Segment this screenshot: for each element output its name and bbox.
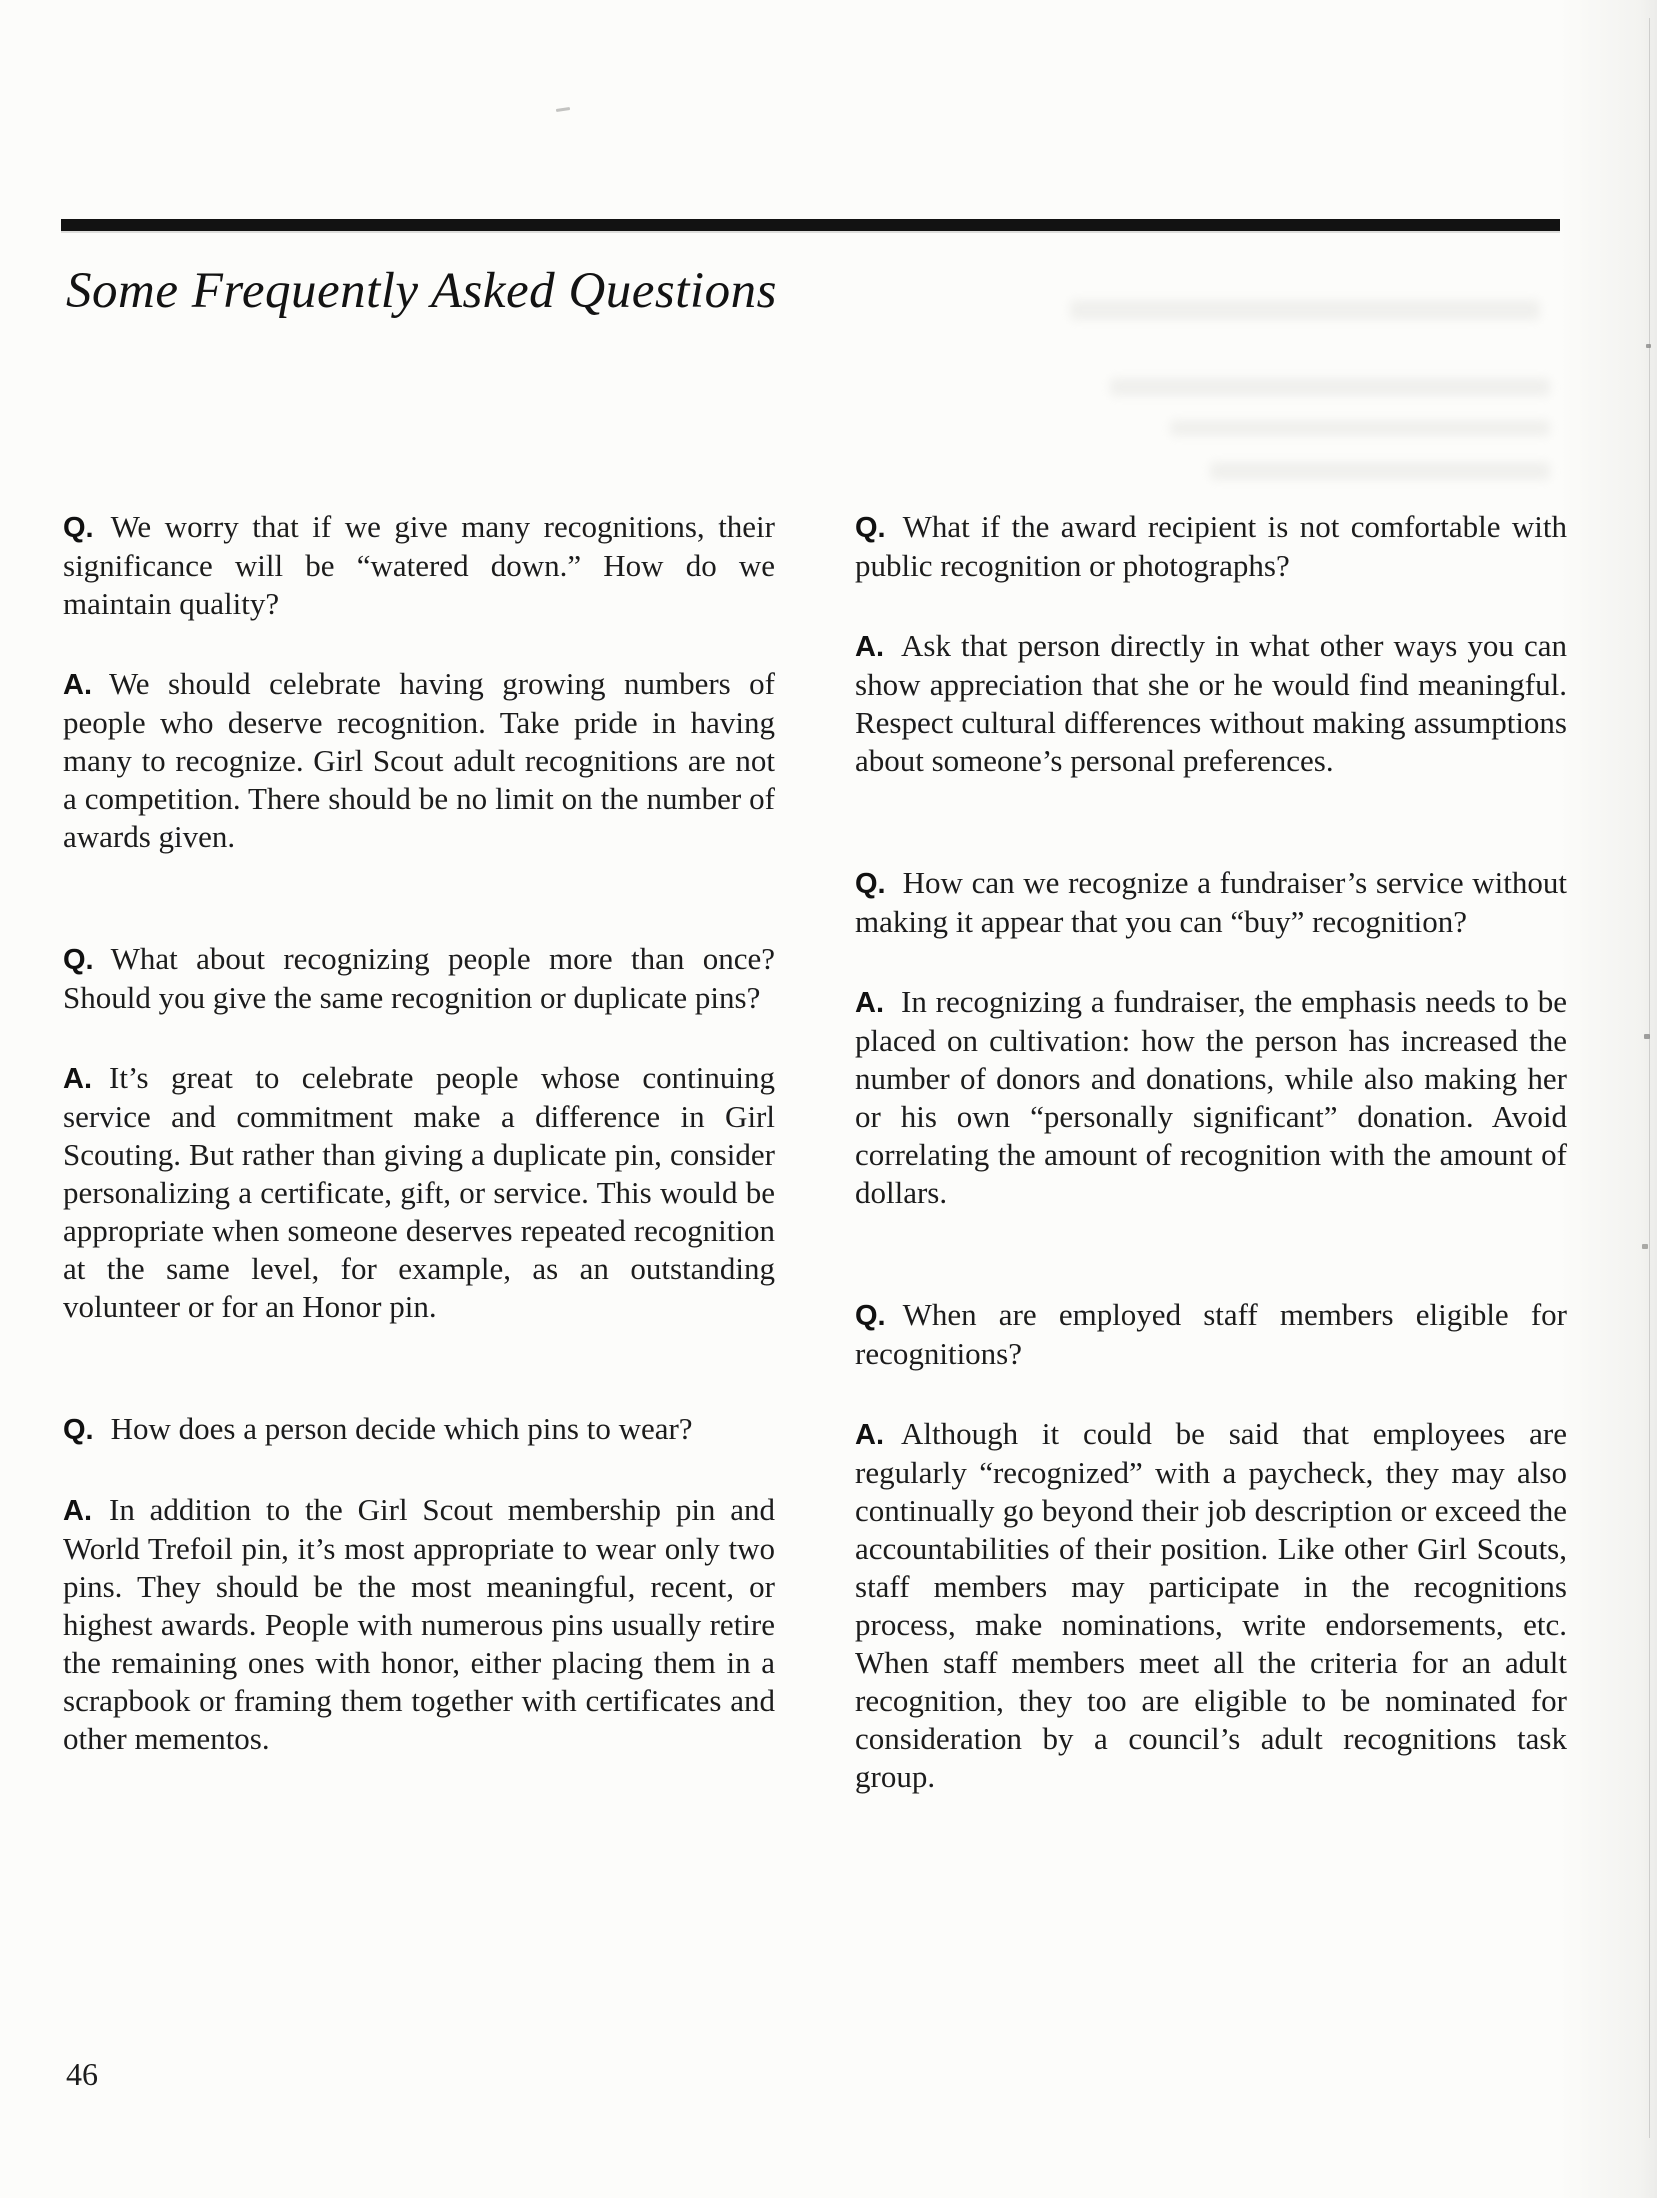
question-marker: Q. (855, 1300, 886, 1332)
faq-item (855, 508, 1567, 780)
question-marker: Q. (63, 512, 94, 544)
answer (63, 1059, 775, 1326)
answer-text: Although it could be said that employees are regularly “recognized” with a paycheck, they may also continually go beyond their job description or exceed the accountabilities of their position. Like other Girl Scouts, staff members may participate in the recognitions process, make nominations, write endorsements, etc. When staff members meet all the criteria for an adult recognition, they too are eligible to be nominated for consideration by a council’s adult recognitions task group. (855, 1416, 1567, 1794)
question-text: What if the award recipient is not comfortable with public recognition or photographs? (855, 509, 1567, 583)
answer-marker: A. (855, 631, 884, 663)
question-marker: Q. (855, 868, 886, 900)
question-text: When are employed staff members eligible for recognitions? (855, 1297, 1567, 1371)
answer-text: It’s great to celebrate people whose continuing service and commitment make a difference in Girl Scouting. But rather than giving a duplicate pin, consider personalizing a certificate, gift, or service. This would be appropriate when someone deserves repeated recognition at the same level, for example, as an outstanding volunteer or for an Honor pin. (63, 1060, 775, 1324)
faq-item (855, 1296, 1567, 1796)
page-number: 46 (66, 2056, 98, 2092)
answer-marker: A. (855, 987, 884, 1019)
answer-text: We should celebrate having growing numbers of people who deserve recognition. Take pride in having many to recognize. Girl Scout adult recognitions are not a competition. There should be no limit on the number of awards given. (63, 666, 775, 854)
question-marker: Q. (63, 944, 94, 976)
question-text: We worry that if we give many recognitions, their significance will be “watered down.” How do we maintain quality? (63, 509, 775, 621)
answer-text: In addition to the Girl Scout membership pin and World Trefoil pin, it’s most appropriate to wear only two pins. They should be the most meaningful, recent, or highest awards. People with numerous pins usually retire the remaining ones with honor, either placing them in a scrapbook or framing them together with certificates and other mementos. (63, 1492, 775, 1756)
question (855, 864, 1567, 941)
answer (63, 1491, 775, 1758)
faq-item (63, 508, 775, 856)
answer (63, 665, 775, 856)
question (63, 1410, 775, 1449)
faq-item (63, 940, 775, 1326)
answer-marker: A. (63, 1495, 92, 1527)
bleed-through-smudge (1110, 378, 1550, 396)
faq-column-right (855, 508, 1567, 1796)
page-title: Some Frequently Asked Questions (66, 263, 777, 319)
scan-speck (1646, 344, 1651, 348)
question (63, 508, 775, 623)
bleed-through-smudge (1170, 420, 1550, 436)
question-marker: Q. (855, 512, 886, 544)
faq-item (63, 1410, 775, 1758)
top-divider-rule (61, 219, 1560, 231)
answer (855, 1415, 1567, 1796)
question-text: How does a person decide which pins to wear? (110, 1411, 693, 1446)
answer-marker: A. (855, 1419, 884, 1451)
scan-edge-line (1649, 18, 1650, 2138)
answer-text: Ask that person directly in what other ways you can show appreciation that she or he would find meaningful. Respect cultural differences without making assumptions about someone’s personal preferences. (855, 628, 1567, 778)
scan-speck (556, 107, 570, 112)
bleed-through-smudge (1210, 462, 1550, 480)
faq-item (855, 864, 1567, 1212)
question-marker: Q. (63, 1414, 94, 1446)
answer (855, 627, 1567, 780)
answer (855, 983, 1567, 1212)
question-text: How can we recognize a fundraiser’s service without making it appear that you can “buy” recognition? (855, 865, 1567, 939)
question (855, 1296, 1567, 1373)
question (63, 940, 775, 1017)
answer-marker: A. (63, 1063, 92, 1095)
bleed-through-smudge (1070, 300, 1540, 320)
question-text: What about recognizing people more than once? Should you give the same recognition or duplicate pins? (63, 941, 775, 1015)
scan-speck (1642, 1244, 1648, 1249)
faq-column-left (63, 508, 775, 1758)
answer-text: In recognizing a fundraiser, the emphasis needs to be placed on cultivation: how the person has increased the number of donors and donations, while also making her or his own “personally significant” donation. Avoid correlating the amount of recognition with the amount of dollars. (855, 984, 1567, 1210)
question (855, 508, 1567, 585)
scan-speck (1644, 1034, 1650, 1039)
answer-marker: A. (63, 669, 92, 701)
